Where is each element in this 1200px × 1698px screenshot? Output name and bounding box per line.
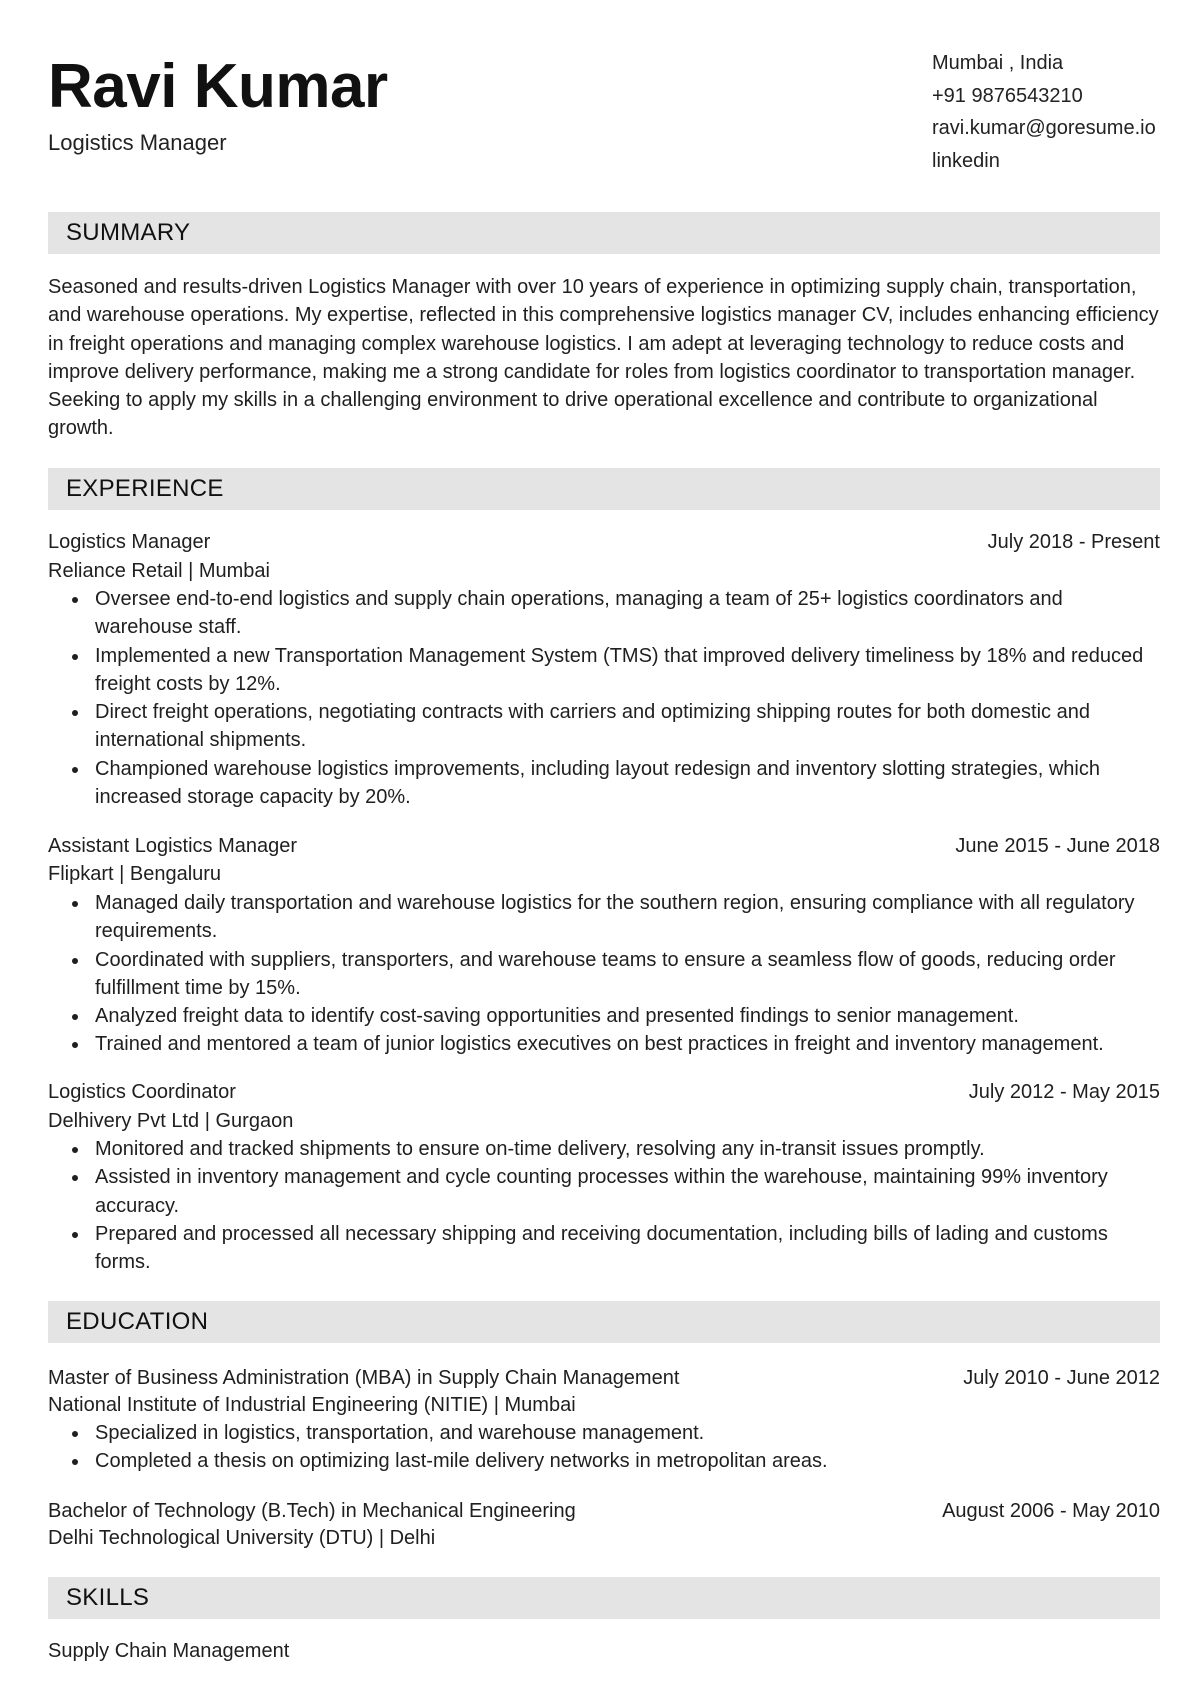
contact-location: Mumbai , India xyxy=(932,52,1064,74)
list-item: Coordinated with suppliers, transporters, and warehouse teams to ensure a seamless flow of goods, reducing order fulfillment time by 15%. xyxy=(48,946,1160,1003)
education-dates: July 2010 - June 2012 xyxy=(963,1367,1160,1389)
education-dates: August 2006 - May 2010 xyxy=(942,1500,1160,1522)
contact-phone: +91 9876543210 xyxy=(932,84,1083,107)
school-location: Delhi Technological University (DTU) | Delhi xyxy=(48,1527,436,1549)
skill-label: Supply Chain Management xyxy=(48,1640,290,1662)
list-item: Specialized in logistics, transportation, and warehouse management. xyxy=(48,1419,1160,1447)
list-item: Monitored and tracked shipments to ensure on-time delivery, resolving any in-transit issues promptly. xyxy=(48,1135,1160,1163)
school-location: National Institute of Industrial Engineering (NITIE) | Mumbai xyxy=(48,1394,576,1416)
job-role: Logistics Manager xyxy=(48,531,211,553)
company-location: Delhivery Pvt Ltd | Gurgaon xyxy=(48,1110,294,1132)
experience-section-header xyxy=(48,468,1160,510)
skills-section-header xyxy=(48,1577,1160,1619)
job-dates: July 2012 - May 2015 xyxy=(968,1081,1160,1103)
job-role: Assistant Logistics Manager xyxy=(48,835,298,857)
contact-email[interactable]: ravi.kumar@goresume.io xyxy=(932,117,1156,139)
degree: Bachelor of Technology (B.Tech) in Mechanical Engineering xyxy=(48,1500,576,1522)
resume-page xyxy=(48,0,1160,1698)
skill-item xyxy=(48,1637,1160,1665)
section-title: SKILLS xyxy=(66,1584,150,1611)
list-item: Direct freight operations, negotiating contracts with carriers and optimizing shipping routes for both domestic and international shipments. xyxy=(48,698,1160,755)
contact-block xyxy=(932,47,1160,177)
candidate-name: Ravi Kumar xyxy=(48,52,388,121)
summary-section-header xyxy=(48,212,1160,254)
job-role: Logistics Coordinator xyxy=(48,1081,236,1103)
list-item: Prepared and processed all necessary shipping and receiving documentation, including bills of lading and customs forms. xyxy=(48,1220,1160,1277)
education-header xyxy=(48,1364,1160,1392)
job-company xyxy=(48,1107,1160,1135)
summary-text: Seasoned and results-driven Logistics Manager with over 10 years of experience in optimizing supply chain, transportation, and warehouse operations. My expertise, reflected in this comprehensive logistics manager CV, includes enhancing efficiency in freight operations and managing complex warehouse logistics. I am adept at leveraging technology to reduce costs and improve delivery performance, making me a strong candidate for roles from logistics coordinator to transportation manager. Seeking to apply my skills in a challenging environment to drive operational excellence and contribute to organizational growth. xyxy=(48,276,1159,440)
job-company xyxy=(48,557,1160,585)
job-dates: June 2015 - June 2018 xyxy=(955,835,1160,857)
candidate-title: Logistics Manager xyxy=(48,130,227,155)
education-header xyxy=(48,1497,1160,1525)
education-school xyxy=(48,1391,1160,1419)
section-title: SUMMARY xyxy=(66,219,191,246)
section-title: EXPERIENCE xyxy=(66,475,224,502)
education-school xyxy=(48,1524,1160,1552)
list-item: Oversee end-to-end logistics and supply chain operations, managing a team of 25+ logistics coordinators and warehouse staff. xyxy=(48,585,1160,642)
list-item: Implemented a new Transportation Management System (TMS) that improved delivery timeliness by 18% and reduced freight costs by 12%. xyxy=(48,642,1160,699)
degree: Master of Business Administration (MBA) in Supply Chain Management xyxy=(48,1367,680,1389)
job-bullets xyxy=(48,585,1160,811)
job-bullets xyxy=(48,1135,1160,1276)
job-header xyxy=(48,528,1160,556)
list-item: Managed daily transportation and warehouse logistics for the southern region, ensuring compliance with all regulatory requirements. xyxy=(48,889,1160,946)
resume-header xyxy=(48,0,1160,190)
list-item: Analyzed freight data to identify cost-saving opportunities and presented findings to senior management. xyxy=(48,1002,1160,1030)
company-location: Flipkart | Bengaluru xyxy=(48,863,222,885)
job-header xyxy=(48,1078,1160,1106)
list-item: Championed warehouse logistics improvements, including layout redesign and inventory slotting strategies, which increased storage capacity by 20%. xyxy=(48,755,1160,812)
education-bullets xyxy=(48,1419,1160,1476)
list-item: Completed a thesis on optimizing last-mile delivery networks in metropolitan areas. xyxy=(48,1447,1160,1475)
job-header xyxy=(48,832,1160,860)
education-section-header xyxy=(48,1301,1160,1343)
section-title: EDUCATION xyxy=(66,1308,209,1335)
company-location: Reliance Retail | Mumbai xyxy=(48,560,270,582)
job-dates: July 2018 - Present xyxy=(987,531,1160,553)
list-item: Trained and mentored a team of junior logistics executives on best practices in freight and inventory management. xyxy=(48,1030,1160,1058)
job-company xyxy=(48,860,1160,888)
list-item: Assisted in inventory management and cycle counting processes within the warehouse, maintaining 99% inventory accuracy. xyxy=(48,1163,1160,1220)
job-bullets xyxy=(48,889,1160,1059)
contact-linkedin-link[interactable]: linkedin xyxy=(932,149,1000,172)
